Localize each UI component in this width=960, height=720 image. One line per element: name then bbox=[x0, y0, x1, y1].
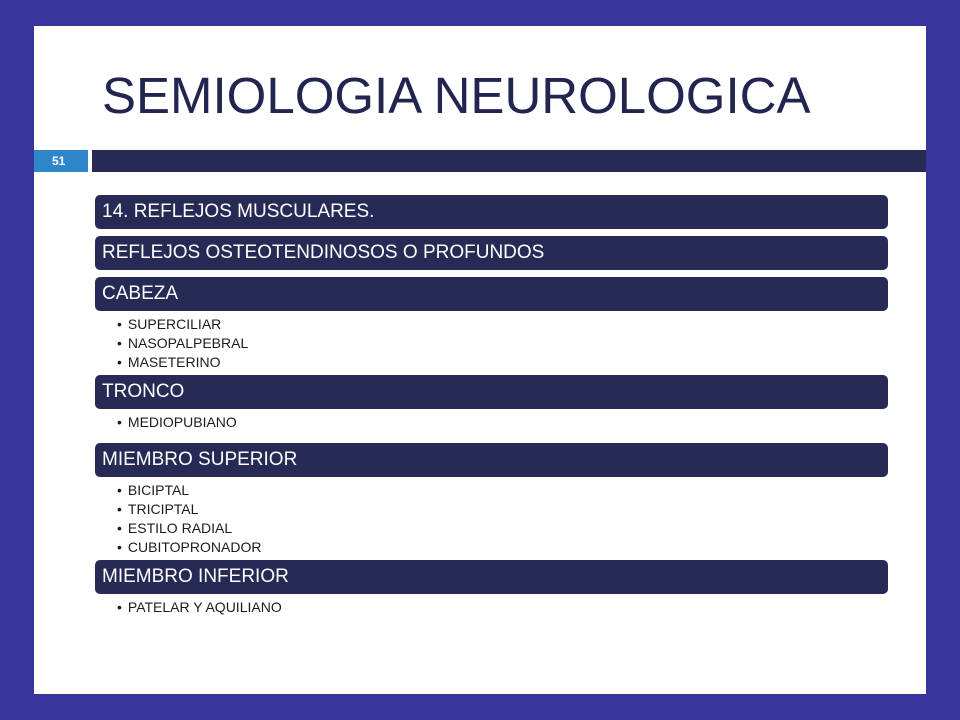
section-header: 14. REFLEJOS MUSCULARES. bbox=[95, 195, 888, 229]
section-header: MIEMBRO INFERIOR bbox=[95, 560, 888, 594]
list-item: • BICIPTAL bbox=[117, 482, 190, 498]
bullet-list bbox=[95, 315, 888, 372]
slide-content bbox=[95, 195, 888, 620]
section-header: MIEMBRO SUPERIOR bbox=[95, 443, 888, 477]
section-header: CABEZA bbox=[95, 277, 888, 311]
bullet-list bbox=[95, 598, 888, 617]
list-item: • SUPERCILIAR bbox=[117, 316, 222, 332]
section-header: REFLEJOS OSTEOTENDINOSOS O PROFUNDOS bbox=[95, 236, 888, 270]
list-item: • MASETERINO bbox=[117, 354, 221, 370]
page-number-badge: 51 bbox=[34, 150, 88, 172]
bullet-list bbox=[95, 413, 888, 432]
title-divider-bar bbox=[92, 150, 926, 172]
list-item: • PATELAR Y AQUILIANO bbox=[117, 599, 282, 615]
bullet-list bbox=[95, 481, 888, 557]
list-item: • NASOPALPEBRAL bbox=[117, 335, 249, 351]
list-item: • MEDIOPUBIANO bbox=[117, 414, 237, 430]
list-item: • ESTILO RADIAL bbox=[117, 520, 233, 536]
list-item: • TRICIPTAL bbox=[117, 501, 199, 517]
list-item: • CUBITOPRONADOR bbox=[117, 539, 262, 555]
section-header: TRONCO bbox=[95, 375, 888, 409]
slide bbox=[34, 26, 926, 694]
slide-title: SEMIOLOGIA NEUROLOGICA bbox=[102, 67, 811, 124]
